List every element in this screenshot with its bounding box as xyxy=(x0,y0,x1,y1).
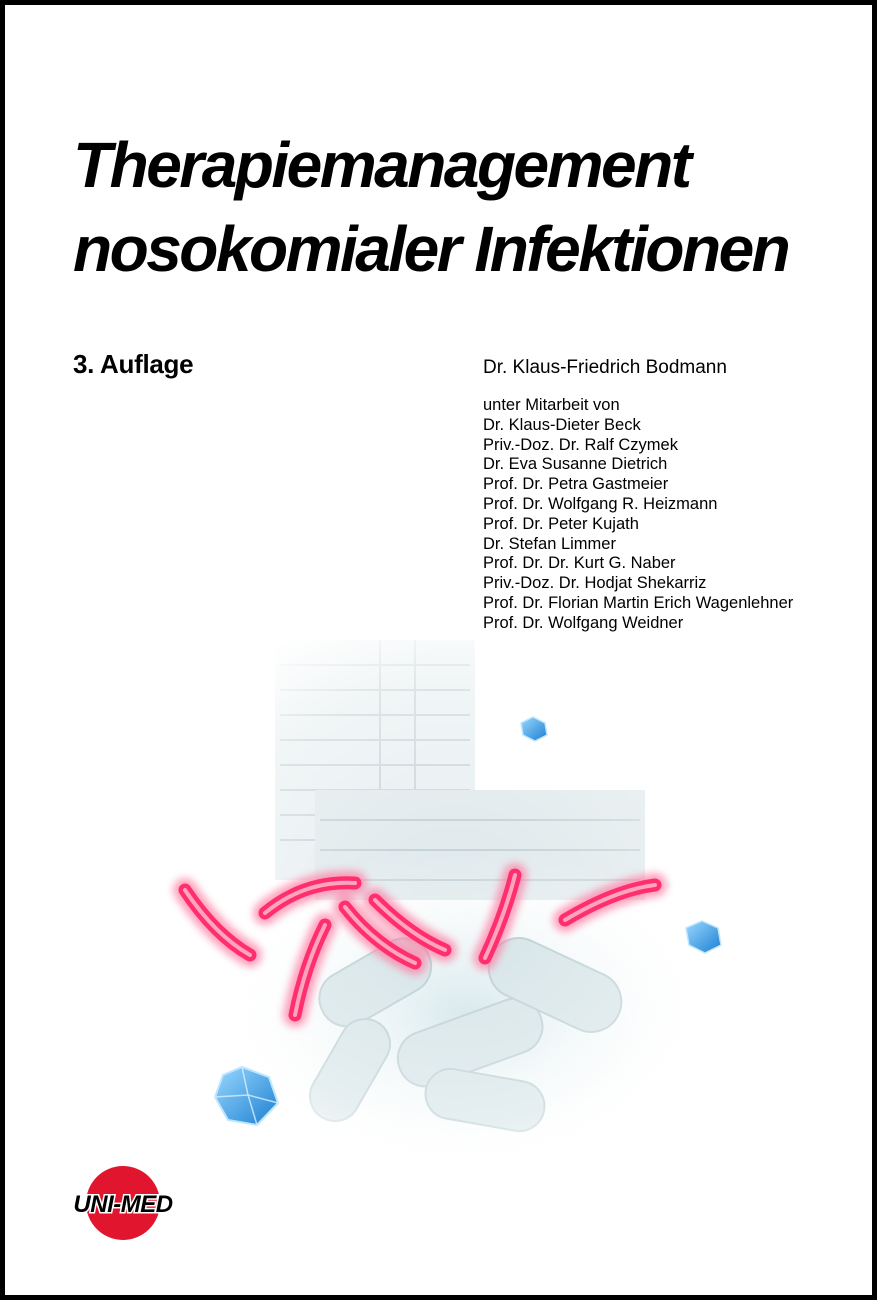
contributor: Prof. Dr. Florian Martin Erich Wagenlehner xyxy=(483,593,794,612)
edition-label: 3. Auflage xyxy=(73,349,194,379)
logo-text: UNI-MED xyxy=(73,1191,173,1218)
contributor: Prof. Dr. Wolfgang R. Heizmann xyxy=(483,494,718,513)
contributor: Prof. Dr. Petra Gastmeier xyxy=(483,475,669,494)
contributor: Priv.-Doz. Dr. Hodjat Shekarriz xyxy=(483,574,707,593)
publisher-logo xyxy=(57,1163,202,1243)
contributor-list xyxy=(483,416,793,634)
main-author: Dr. Klaus-Friedrich Bodmann xyxy=(483,357,727,378)
contributor: Prof. Dr. Dr. Kurt G. Naber xyxy=(483,554,676,573)
contributor: Priv.-Doz. Dr. Ralf Czymek xyxy=(483,435,678,454)
contributor: Prof. Dr. Peter Kujath xyxy=(483,514,639,533)
title-line-1: Therapiemanagement xyxy=(73,129,690,201)
contributor: Prof. Dr. Wolfgang Weidner xyxy=(483,613,684,632)
book-title xyxy=(73,123,788,291)
contributor: Dr. Eva Susanne Dietrich xyxy=(483,455,668,474)
cover-illustration xyxy=(145,625,765,1185)
collaboration-intro: unter Mitarbeit von xyxy=(483,396,620,414)
title-line-2: nosokomialer Infektionen xyxy=(73,213,789,285)
author-block xyxy=(483,356,793,634)
contributor: Dr. Stefan Limmer xyxy=(483,534,616,553)
contributor: Dr. Klaus-Dieter Beck xyxy=(483,415,641,434)
